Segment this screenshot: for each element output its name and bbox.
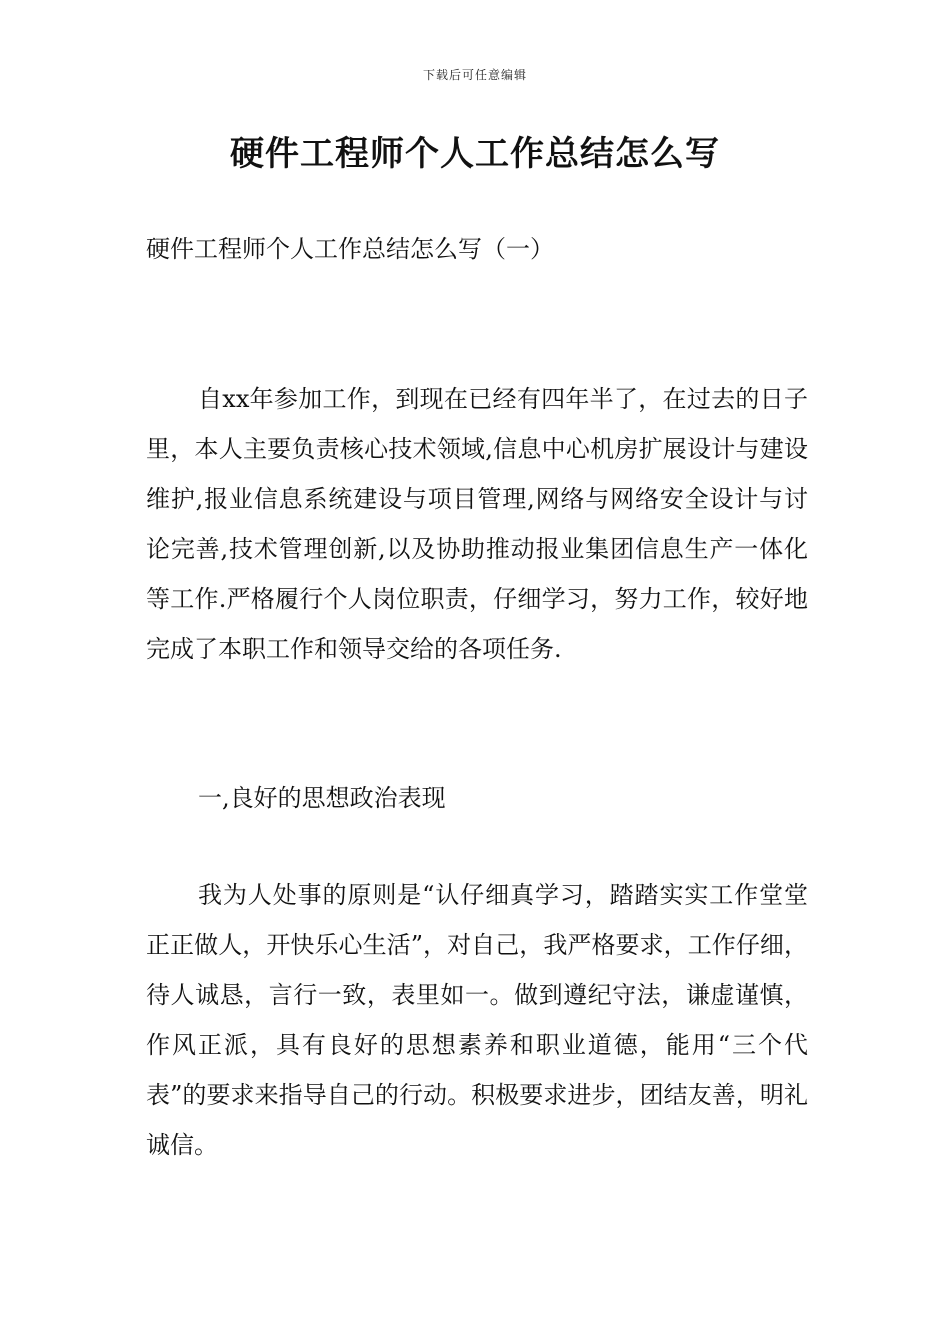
document-subtitle: 硬件工程师个人工作总结怎么写（一） [146,235,554,263]
section-heading-1: 一,良好的思想政治表现 [198,784,446,812]
paragraph-1: 自xx年参加工作，到现在已经有四年半了，在过去的日子里，本人主要负责核心技术领域,信息中心机房扩展设计与建设维护,报业信息系统建设与项目管理,网络与网络安全设计与讨论完善,技术管理创新,以及协助推动报业集团信息生产一体化等工作.严格履行个人岗位职责，仔细学习，努力工作，较好地完成了本职工作和领导交给的各项任务. [146,385,808,663]
document-title: 硬件工程师个人工作总结怎么写 [230,134,720,174]
paragraph-2: 我为人处事的原则是“认仔细真学习，踏踏实实工作堂堂正正做人，开快乐心生活”，对自己，我严格要求，工作仔细，待人诚恳，言行一致，表里如一。做到遵纪守法，谦虚谨慎，作风正派，具有良好的思想素养和职业道德，能用“三个代表”的要求来指导自己的行动。积极要求进步，团结友善，明礼诚信。 [146,881,808,1159]
header-note: 下载后可任意编辑 [422,68,527,82]
